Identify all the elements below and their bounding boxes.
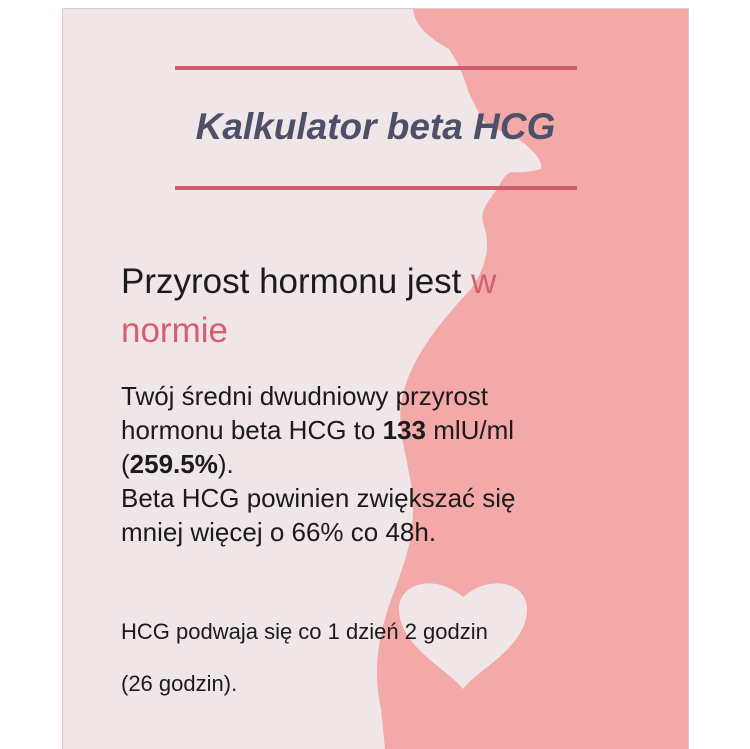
summary-line-2-prefix: hormonu beta HCG to — [121, 415, 383, 445]
summary-line-3 — [121, 447, 641, 481]
close-paren: ). — [217, 449, 234, 479]
doubling-line-2: (26 godzin). — [121, 671, 238, 696]
increase-unit: mlU/ml — [425, 415, 515, 445]
doubling-line-1: HCG podwaja się co 1 dzień 2 godzin — [121, 619, 488, 644]
page-title: Kalkulator beta HCG — [195, 106, 556, 147]
norm-line-1: Beta HCG powinien zwiększać się — [121, 483, 516, 513]
increase-percent: 259.5% — [129, 449, 218, 479]
norm-line-2: mniej więcej o 66% co 48h. — [121, 517, 437, 547]
result-summary — [121, 379, 641, 549]
result-heading-prefix: Przyrost hormonu jest — [121, 262, 472, 301]
doubling-time — [121, 606, 641, 710]
title-top-divider — [175, 66, 577, 70]
increase-value: 133 — [382, 415, 426, 445]
title-bottom-divider — [175, 186, 577, 190]
summary-line-1: Twój średni dwudniowy przyrost — [121, 381, 489, 411]
summary-line-2 — [121, 413, 641, 447]
result-status: w normie — [121, 262, 497, 350]
hcg-calculator-card — [62, 8, 689, 749]
open-paren: ( — [121, 449, 130, 479]
result-heading — [121, 257, 591, 355]
